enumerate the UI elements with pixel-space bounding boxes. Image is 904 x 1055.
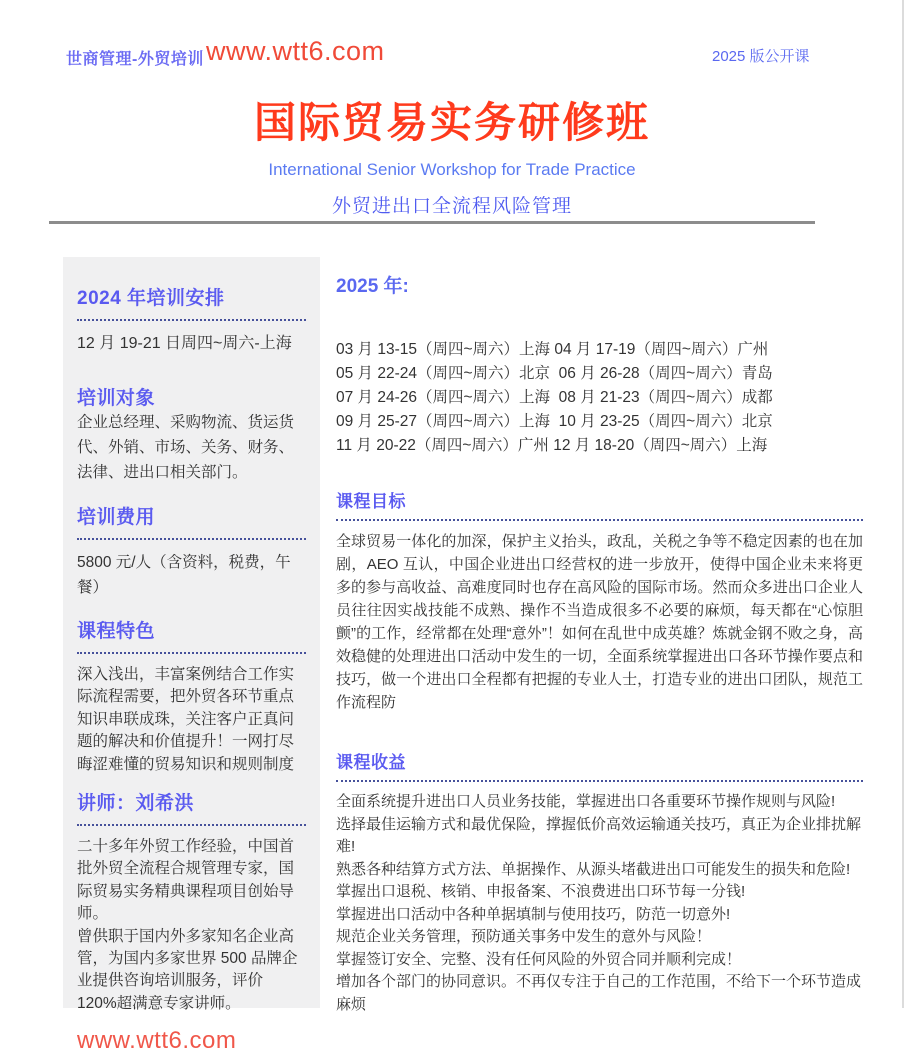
subtitle-chinese: 外贸进出口全流程风险管理 [331,196,572,217]
main-content [336,257,863,1016]
subtitle-english: International Senior Workshop for Trade Practice [268,160,636,179]
schedule-2024-line: 12 月 19-21 日周四~周六-上海 [77,335,292,352]
benefit-item: 增加各个部门的协同意识。不再仅专注于自己的工作范围，不给下一个环节造成麻烦 [336,973,862,1013]
dotted-rule [336,519,863,521]
dotted-rule [77,652,306,654]
lecturer-paragraph: 二十多年外贸工作经验，中国首批外贸全流程合规管理专家，国际贸易实务精典课程项目创始导师。 [77,838,295,923]
schedule-row: 05 月 22-24（周四~周六）北京 06 月 26-28（周四~周六）青岛 [336,365,773,382]
sidebar-heading-lecturer: 讲师：刘希洪 [77,793,195,815]
dotted-rule [77,824,306,826]
sidebar-heading-audience: 培训对象 [77,388,156,409]
sidebar-heading-2024-schedule: 2024 年培训安排 [77,288,225,309]
dotted-rule [77,319,306,321]
website-url-sidebar[interactable]: www.wtt6.com [77,1027,237,1055]
header-divider [49,221,815,224]
heading-course-benefits: 课程收益 [336,753,406,772]
sidebar-heading-fee: 培训费用 [77,507,156,528]
audience-text: 企业总经理、采购物流、货运货代、外销、市场、关务、财务、法律、进出口相关部门。 [77,414,295,481]
benefit-item: 选择最佳运输方式和最优保险，撑握低价高效运输通关技巧，真正为企业排扰解难! [336,815,862,855]
benefit-item: 掌握出口退税、核销、申报备案、不浪费进出口环节每一分钱! [336,883,746,900]
brand-label: 世商管理-外贸培训 [66,51,204,68]
benefit-item: 全面系统提升进出口人员业务技能，掌握进出口各重要环节操作规则与风险! [336,793,836,810]
schedule-row: 11 月 20-22（周四~周六）广州 12 月 18-20（周四~周六）上海 [336,437,768,454]
schedule-2025-list [336,338,863,458]
fee-text: 5800 元/人（含资料，税费，午餐） [77,554,291,596]
content-columns [63,257,863,1055]
objectives-text: 全球贸易一体化的加深，保护主义抬头，政乱，关税之争等不稳定因素的也在加剧，AEO 互认，中国企业进出口经营权的进一步放开，使得中国企业未来将更多的参与高收益、高难度同时也存在高风险的国际市场。然而众多进出口企业人员往往因实战技能不成熟、操作不当造成很多不必要的麻烦，每天都在“心惊胆颤”的工作，经常都在处理“意外”！如何在乱世中成英雄？炼就金钢不败之身，高效稳健的处理进出口活动中发生的一切，全面系统掌握进出口各环节操作要点和技巧，做一个进出口全程都有把握的专业人士，打造专业的进出口团队，规范工作流程防 [336,533,863,711]
sidebar-heading-features: 课程特色 [77,621,156,642]
benefit-item: 规范企业关务管理，预防通关事务中发生的意外与风险！ [336,928,712,945]
edition-label: 2025 版公开课 [712,48,810,65]
schedule-row: 03 月 13-15（周四~周六）上海 04 月 17-19（周四~周六）广州 [336,341,769,358]
lecturer-paragraph: 曾供职于国内外多家知名企业高管，为国内多家世界 500 品牌企业提供咨询培训服务，评价 120%超满意专家讲师。 [77,927,298,1012]
benefits-list [336,791,863,1016]
sidebar-panel [63,257,320,1055]
website-url-header[interactable]: www.wtt6.com [206,36,385,66]
benefit-item: 掌握签订安全、完整、没有任何风险的外贸合同并顺利完成！ [336,950,742,968]
schedule-row: 09 月 25-27（周四~周六）上海 10 月 23-25（周四~周六）北京 [336,413,773,430]
benefit-item: 熟悉各种结算方式方法、单据操作、从源头堵截进出口可能发生的损失和危险! [336,860,851,878]
benefit-item: 掌握进出口活动中各种单据填制与使用技巧，防范一切意外! [336,905,731,923]
dotted-rule [336,780,863,782]
heading-course-objectives: 课程目标 [336,492,406,511]
heading-2025-schedule: 2025 年: [336,276,409,297]
schedule-row: 07 月 24-26（周四~周六）上海 08 月 21-23（周四~周六）成都 [336,389,773,406]
features-text: 深入浅出，丰富案例结合工作实际流程需要，把外贸各环节重点知识串联成珠，关注客户正真问题的解决和价值提升！一网打尽晦涩难懂的贸易知识和规则制度 [77,666,295,773]
page-title: 国际贸易实务研修班 [253,99,650,146]
dotted-rule [77,538,306,540]
